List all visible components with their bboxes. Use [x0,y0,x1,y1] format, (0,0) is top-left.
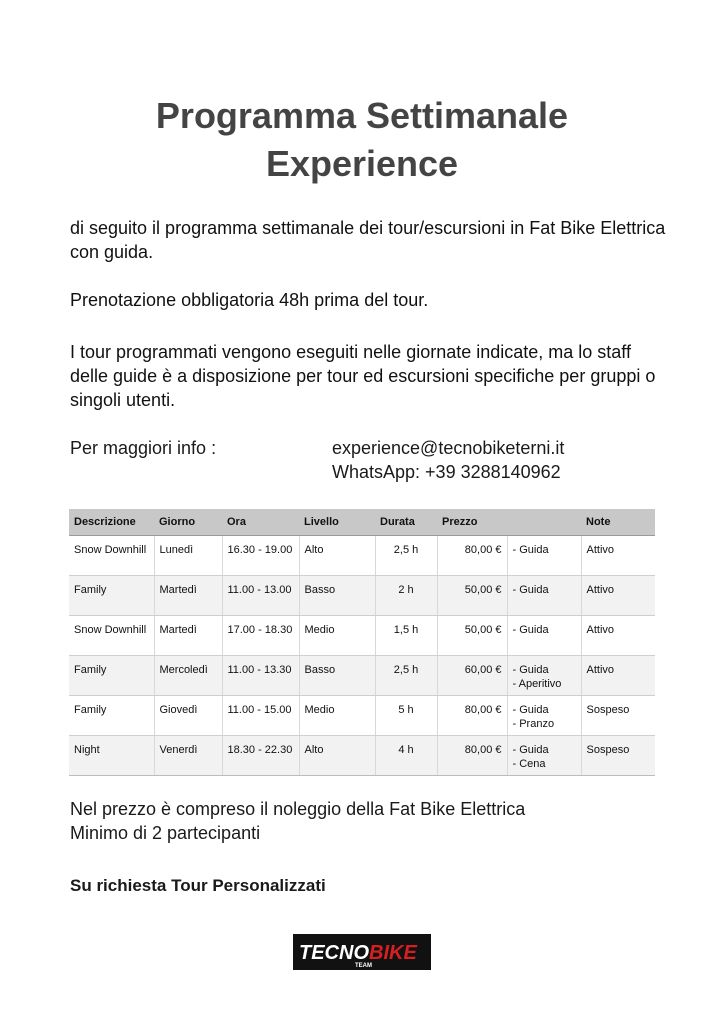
cell-incluso [507,736,581,776]
incluso-item: - Pranzo [512,718,555,730]
incluso-item: - Guida [512,744,549,756]
cell-ora: 17.00 - 18.30 [222,616,299,656]
svg-text:BIKE: BIKE [369,942,417,964]
booking-note: Prenotazione obbligatoria 48h prima del tour. [70,290,429,310]
cell-livello: Medio [299,616,375,656]
cell-giorno: Martedì [154,576,222,616]
cell-prezzo: 50,00 € [437,576,507,616]
cell-prezzo: 80,00 € [437,736,507,776]
incluso-item: - Guida [512,544,549,556]
cell-descrizione: Night [69,736,154,776]
header-prezzo: Prezzo [437,509,507,536]
table-header-row [69,509,655,536]
cell-livello: Basso [299,656,375,696]
page-title-line2: Experience [265,143,459,184]
cell-livello: Medio [299,696,375,736]
cell-durata: 1,5 h [375,616,437,656]
cell-prezzo: 80,00 € [437,536,507,576]
cell-giorno: Lunedì [154,536,222,576]
cell-durata: 4 h [375,736,437,776]
cell-descrizione: Family [69,576,154,616]
cell-ora: 11.00 - 13.00 [222,576,299,616]
intro-paragraph: di seguito il programma settimanale dei tour/escursioni in Fat Bike Elettrica con guida. [70,218,666,262]
header-livello: Livello [299,509,375,536]
cell-incluso [507,696,581,736]
cell-incluso [507,576,581,616]
cell-giorno: Venerdì [154,736,222,776]
cell-incluso [507,536,581,576]
price-note: Nel prezzo è compreso il noleggio della Fat Bike Elettrica [70,799,526,819]
header-descrizione: Descrizione [69,509,154,536]
cell-note: Attivo [581,536,655,576]
table-row [69,536,655,576]
custom-tours-note: Su richiesta Tour Personalizzati [70,876,326,895]
table-row [69,656,655,696]
cell-durata: 2,5 h [375,536,437,576]
header-giorno: Giorno [154,509,222,536]
cell-giorno: Mercoledì [154,656,222,696]
incluso-item: - Guida [512,664,549,676]
min-participants: Minimo di 2 partecipanti [70,823,261,843]
page-title [0,92,724,188]
cell-ora: 16.30 - 19.00 [222,536,299,576]
cell-livello: Alto [299,536,375,576]
table-row [69,736,655,776]
tecnobike-logo [293,934,431,970]
cell-ora: 18.30 - 22.30 [222,736,299,776]
whatsapp-contact: WhatsApp: +39 3288140962 [332,462,561,482]
cell-giorno: Giovedì [154,696,222,736]
cell-prezzo: 80,00 € [437,696,507,736]
cell-livello: Alto [299,736,375,776]
cell-ora: 11.00 - 15.00 [222,696,299,736]
cell-incluso [507,616,581,656]
cell-descrizione: Snow Downhill [69,536,154,576]
incluso-item: - Cena [512,758,546,770]
email-contact: experience@tecnobiketerni.it [332,438,565,458]
table-row [69,696,655,736]
cell-prezzo: 50,00 € [437,616,507,656]
cell-note: Attivo [581,616,655,656]
cell-note: Sospeso [581,696,655,736]
incluso-item: - Guida [512,584,549,596]
cell-note: Attivo [581,576,655,616]
cell-descrizione: Snow Downhill [69,616,154,656]
cell-giorno: Martedì [154,616,222,656]
cell-note: Attivo [581,656,655,696]
header-ora: Ora [222,509,299,536]
schedule-table [69,509,655,776]
cell-durata: 2,5 h [375,656,437,696]
info-label: Per maggiori info : [70,438,217,458]
header-incluso [507,509,581,536]
incluso-item: - Aperitivo [512,678,562,690]
cell-descrizione: Family [69,696,154,736]
header-note: Note [581,509,655,536]
cell-livello: Basso [299,576,375,616]
incluso-item: - Guida [512,704,549,716]
cell-prezzo: 60,00 € [437,656,507,696]
cell-ora: 11.00 - 13.30 [222,656,299,696]
header-durata: Durata [375,509,437,536]
page-title-line1: Programma Settimanale [155,95,569,136]
cell-note: Sospeso [581,736,655,776]
table-row [69,576,655,616]
cell-descrizione: Family [69,656,154,696]
cell-durata: 5 h [375,696,437,736]
svg-text:TECNO: TECNO [299,942,369,964]
table-row [69,616,655,656]
cell-incluso [507,656,581,696]
svg-text:TEAM: TEAM [355,963,372,969]
cell-durata: 2 h [375,576,437,616]
availability-note: I tour programmati vengono eseguiti nelle giornate indicate, ma lo staff delle guide è a disposizione per tour ed escursioni specifiche per gruppi o singoli utenti. [70,342,656,410]
incluso-item: - Guida [512,624,549,636]
